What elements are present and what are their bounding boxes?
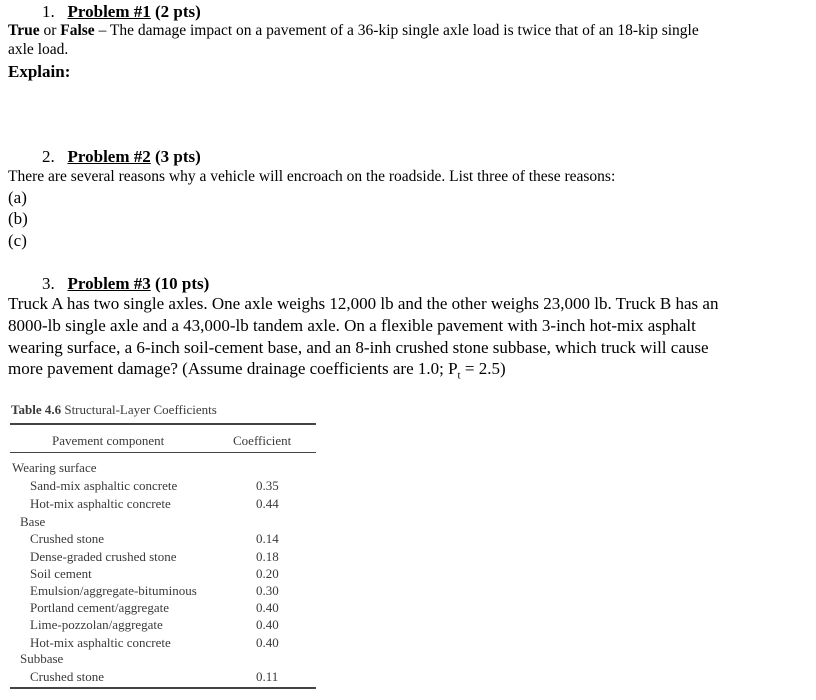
problem-3-line-2: 8000-lb single axle and a 43,000-lb tandem axle. On a flexible pavement with 3-inch hot-mix asphalt [8, 316, 696, 335]
problem-2-number: 2. [42, 147, 55, 166]
table-caption [11, 402, 217, 418]
problem-2-heading [42, 147, 201, 167]
problem-3-title: Problem #3 [67, 274, 151, 293]
table-row-coefficient: 0.40 [256, 617, 279, 632]
table-row-coefficient: 0.40 [256, 635, 279, 650]
problem-3-heading [42, 274, 209, 294]
problem-1-statement-line-2: axle load. [8, 41, 69, 58]
problem-3-line-4 [8, 359, 506, 381]
problem-3-line-4-end: = 2.5) [460, 359, 506, 378]
problem-3-line-4-text: more pavement damage? (Assume drainage coefficients are 1.0; P [8, 359, 458, 378]
table-row-component: Lime-pozzolan/aggregate [30, 617, 163, 632]
column-header-component: Pavement component [52, 433, 165, 448]
table-row-component: Crushed stone [30, 531, 105, 546]
table-row-component: Hot-mix asphaltic concrete [30, 635, 171, 650]
table-row-coefficient: 0.18 [256, 549, 279, 564]
table-row-coefficient: 0.30 [256, 583, 279, 598]
or-word: or [39, 22, 61, 39]
table-row-coefficient: 0.11 [256, 669, 279, 684]
problem-3-number: 3. [42, 274, 55, 293]
problem-3-line-3: wearing surface, a 6-inch soil-cement base, and an 8-inh crushed stone subbase, which truck will cause [8, 338, 709, 357]
problem-3-line-1: Truck A has two single axles. One axle weighs 12,000 lb and the other weighs 23,000 lb. Truck B has an [8, 294, 719, 313]
problem-1-statement [8, 22, 699, 40]
problem-3-points: (10 pts) [155, 274, 210, 293]
problem-1-title: Problem #1 [67, 2, 151, 21]
table-row-component: Crushed stone [30, 669, 105, 684]
table-row-coefficient: 0.35 [256, 478, 279, 493]
list-item-c: (c) [8, 231, 27, 250]
table-caption-number: Table 4.6 [11, 402, 62, 417]
table-header-rule [10, 452, 316, 453]
statement-rest: – The damage impact on a pavement of a 36-kip single axle load is twice that of an 18-kip single [94, 22, 699, 39]
table-row-coefficient: 0.14 [256, 531, 279, 546]
problem-2-title: Problem #2 [67, 147, 151, 166]
problem-2-points: (3 pts) [155, 147, 201, 166]
table-row-component: Portland cement/aggregate [30, 600, 169, 615]
subscript-t: t [457, 369, 461, 382]
list-item-b: (b) [8, 209, 28, 228]
table-group-label: Subbase [20, 651, 64, 666]
table-top-rule [10, 423, 316, 425]
table-row-component: Hot-mix asphaltic concrete [30, 496, 171, 511]
table-bottom-rule [10, 687, 316, 689]
problem-1-number: 1. [42, 2, 55, 21]
table-group-label: Wearing surface [12, 460, 97, 475]
table-row-coefficient: 0.20 [256, 566, 279, 581]
table-caption-title: Structural-Layer Coefficients [61, 402, 217, 417]
table-row-coefficient: 0.44 [256, 496, 279, 511]
table-row-component: Emulsion/aggregate-bituminous [30, 583, 197, 598]
problem-2-text: There are several reasons why a vehicle will encroach on the roadside. List three of these reasons: [8, 168, 616, 185]
false-word: False [60, 22, 95, 39]
table-row-coefficient: 0.40 [256, 600, 279, 615]
table-row-component: Soil cement [30, 566, 92, 581]
problem-1-heading [42, 2, 201, 22]
problem-1-points: (2 pts) [155, 2, 201, 21]
explain-label: Explain: [8, 62, 71, 81]
column-header-coefficient: Coefficient [233, 433, 292, 448]
list-item-a: (a) [8, 188, 27, 207]
table-row-component: Sand-mix asphaltic concrete [30, 478, 178, 493]
table-row-component: Dense-graded crushed stone [30, 549, 177, 564]
table-group-label: Base [20, 514, 46, 529]
true-word: True [8, 22, 40, 39]
